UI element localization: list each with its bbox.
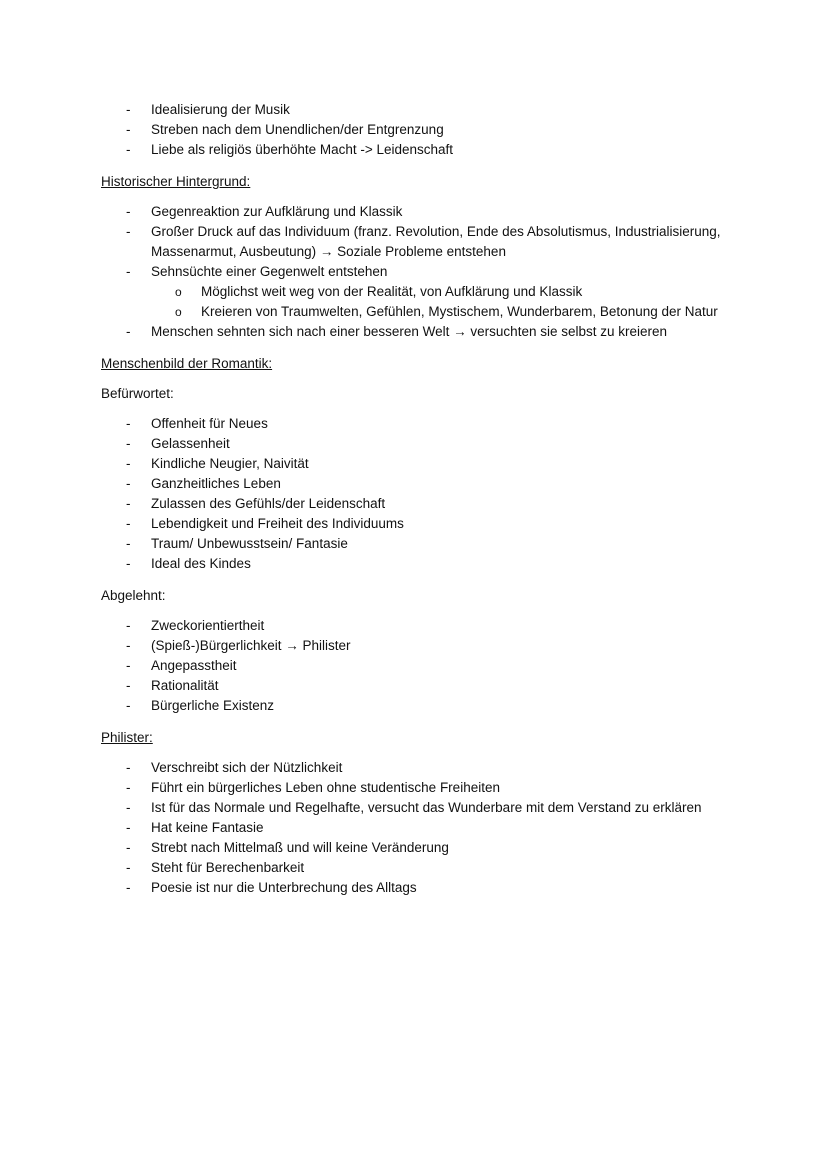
dash-bullet: - <box>126 880 131 895</box>
label-befuerwortet: Befürwortet: <box>101 386 174 401</box>
list-item: - Bürgerliche Existenz <box>0 696 828 716</box>
dash-bullet: - <box>126 698 131 713</box>
list-item: - Idealisierung der Musik <box>0 100 828 120</box>
list-item: - Ist für das Normale und Regelhafte, versucht das Wunderbare mit dem Verstand zu erklären <box>0 798 828 818</box>
label-abgelehnt: Abgelehnt: <box>101 588 166 603</box>
list-item: - Kindliche Neugier, Naivität <box>0 454 828 474</box>
dash-bullet: - <box>126 820 131 835</box>
intro-list <box>0 100 828 160</box>
list-item: - Strebt nach Mittelmaß und will keine Veränderung <box>0 838 828 858</box>
list-item: - Gelassenheit <box>0 434 828 454</box>
list-item: - Großer Druck auf das Individuum (franz. Revolution, Ende des Absolutismus, Industrialisierung, Massenarmut, Ausbeutung) → Soziale Probleme entstehen <box>126 224 721 259</box>
dash-bullet: - <box>126 760 131 775</box>
list-item: - Ideal des Kindes <box>0 554 828 574</box>
dash-bullet: - <box>126 142 131 157</box>
heading-menschenbild: Menschenbild der Romantik: <box>101 356 273 371</box>
dash-bullet: - <box>126 618 131 633</box>
sub-list-item: o Kreieren von Traumwelten, Gefühlen, Mystischem, Wunderbarem, Betonung der Natur <box>0 302 828 322</box>
dash-bullet: - <box>126 658 131 673</box>
dash-bullet: - <box>126 780 131 795</box>
philister-list <box>0 758 828 898</box>
circle-bullet: o <box>175 285 182 299</box>
historisch-list <box>0 202 828 342</box>
befuerwortet-list <box>0 414 828 574</box>
abgelehnt-list <box>0 616 828 716</box>
list-item: - Gegenreaktion zur Aufklärung und Klassik <box>0 202 828 222</box>
list-item: - Streben nach dem Unendlichen/der Entgrenzung <box>0 120 828 140</box>
dash-bullet: - <box>126 224 131 239</box>
list-item: - Angepasstheit <box>0 656 828 676</box>
sub-list-item: o Möglichst weit weg von der Realität, von Aufklärung und Klassik <box>0 282 828 302</box>
list-item: - Hat keine Fantasie <box>0 818 828 838</box>
list-item: - Poesie ist nur die Unterbrechung des Alltags <box>0 878 828 898</box>
dash-bullet: - <box>126 476 131 491</box>
dash-bullet: - <box>126 102 131 117</box>
list-item: - Traum/ Unbewusstsein/ Fantasie <box>0 534 828 554</box>
list-item: - Steht für Berechenbarkeit <box>0 858 828 878</box>
dash-bullet: - <box>126 436 131 451</box>
list-item: - Ganzheitliches Leben <box>0 474 828 494</box>
list-item: - Sehnsüchte einer Gegenwelt entstehen <box>0 262 828 282</box>
list-item: - (Spieß-)Bürgerlichkeit → Philister <box>0 636 828 656</box>
heading-philister: Philister: <box>101 730 153 745</box>
dash-bullet: - <box>126 536 131 551</box>
list-item: - Führt ein bürgerliches Leben ohne studentische Freiheiten <box>0 778 828 798</box>
list-item: - Verschreibt sich der Nützlichkeit <box>0 758 828 778</box>
dash-bullet: - <box>126 678 131 693</box>
list-item: - Lebendigkeit und Freiheit des Individuums <box>0 514 828 534</box>
list-item: - Rationalität <box>0 676 828 696</box>
dash-bullet: - <box>126 122 131 137</box>
list-item: - Liebe als religiös überhöhte Macht -> Leidenschaft <box>0 140 828 160</box>
dash-bullet: - <box>126 840 131 855</box>
list-item: - Menschen sehnten sich nach einer besseren Welt → versuchten sie selbst zu kreieren <box>0 322 828 342</box>
dash-bullet: - <box>126 860 131 875</box>
dash-bullet: - <box>126 496 131 511</box>
dash-bullet: - <box>126 516 131 531</box>
dash-bullet: - <box>126 800 131 815</box>
heading-historischer-hintergrund: Historischer Hintergrund: <box>101 174 251 189</box>
list-item: - Zulassen des Gefühls/der Leidenschaft <box>0 494 828 514</box>
dash-bullet: - <box>126 638 131 653</box>
dash-bullet: - <box>126 556 131 571</box>
list-item: - Zweckorientiertheit <box>0 616 828 636</box>
circle-bullet: o <box>175 305 182 319</box>
dash-bullet: - <box>126 456 131 471</box>
dash-bullet: - <box>126 204 131 219</box>
list-item: - Offenheit für Neues <box>0 414 828 434</box>
dash-bullet: - <box>126 264 131 279</box>
dash-bullet: - <box>126 324 131 339</box>
dash-bullet: - <box>126 416 131 431</box>
